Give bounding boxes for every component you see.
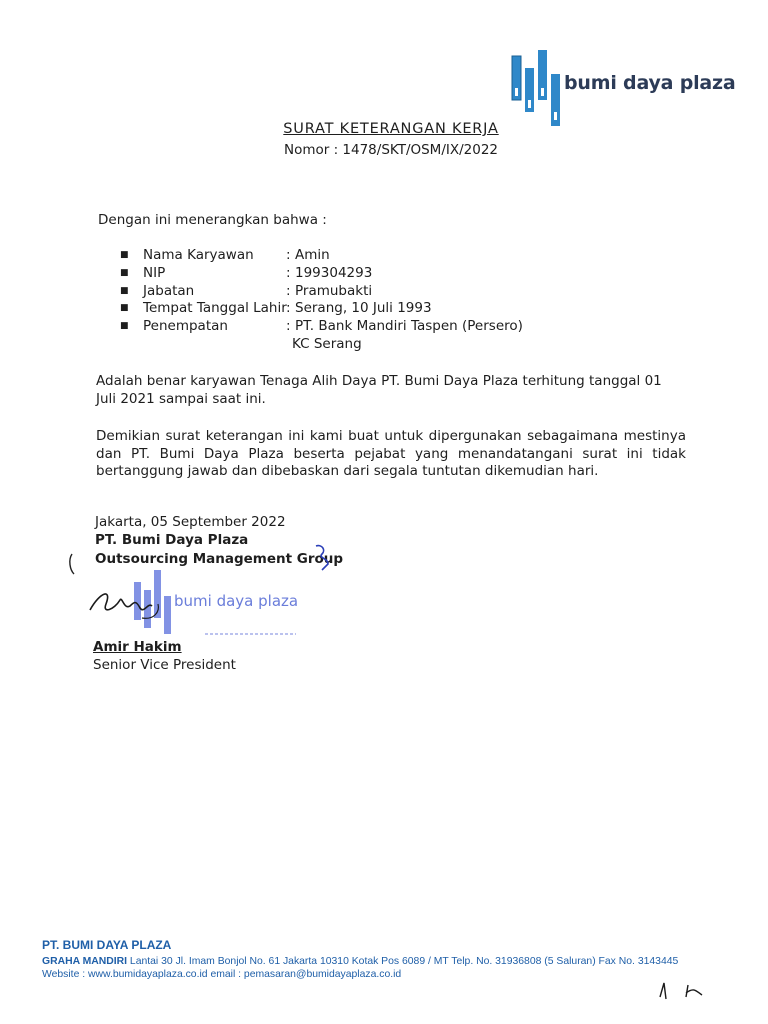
body-paragraph-1: Adalah benar karyawan Tenaga Alih Daya PT. Bumi Daya Plaza terhitung tanggal 01 Juli 2021 sampai saat ini.	[96, 373, 662, 407]
field-value: 199304293	[295, 264, 373, 281]
body-paragraph-2: Demikian surat keterangan ini kami buat untuk dipergunakan sebagaimana mestinya dan PT. Bumi Daya Plaza beserta pejabat yang menandatangani surat ini tidak bertanggung jawab dan dibebaskan dari segala tuntutan dikemudian hari.	[96, 428, 686, 479]
employee-fields	[120, 247, 640, 354]
footer-address-building: GRAHA MANDIRI	[42, 956, 128, 967]
placement-continuation: KC Serang	[292, 335, 362, 352]
stamp-text: bumi daya plaza	[174, 592, 299, 610]
bullet-icon: ■	[120, 321, 129, 332]
logo-mark-icon	[510, 44, 566, 128]
paraf-initials-icon	[650, 975, 720, 1005]
footer-address-detail: Lantai 30 Jl. Imam Bonjol No. 61 Jakarta 10310 Kotak Pos 6089 / MT Telp. No. 31936808 (5 Saluran) Fax No. 3143445	[127, 956, 679, 967]
field-label: Nama Karyawan	[143, 247, 254, 263]
field-label: NIP	[143, 264, 166, 281]
place-date: Jakarta, 05 September 2022	[95, 514, 286, 530]
signer-title: Senior Vice President	[93, 657, 236, 673]
field-value: Serang, 10 Juli 1993	[295, 300, 432, 317]
field-value: Pramubakti	[295, 282, 373, 299]
footer-contact: Website : www.bumidayaplaza.co.id email : pemasaran@bumidayaplaza.co.id	[42, 969, 402, 980]
field-row-placement: ■ Penempatan : PT. Bank Mandiri Taspen (Persero)	[120, 318, 523, 335]
intro-text: Dengan ini menerangkan bahwa :	[98, 212, 327, 228]
bullet-icon: ■	[120, 285, 129, 296]
letter-title: SURAT KETERANGAN KERJA	[283, 121, 499, 137]
company-logo	[510, 44, 740, 128]
signatory-group: Outsourcing Management Group	[95, 551, 344, 567]
field-row-birth: ■ Tempat Tanggal Lahir : Serang, 10 Juli 1993	[120, 300, 432, 317]
signature-stamp-icon	[60, 540, 380, 650]
field-value: PT. Bank Mandiri Taspen (Persero)	[295, 318, 523, 335]
bullet-icon: ■	[120, 303, 129, 314]
letter-number: Nomor : 1478/SKT/OSM/IX/2022	[283, 142, 499, 158]
logo-text: bumi daya plaza	[564, 72, 736, 94]
footer-company: PT. BUMI DAYA PLAZA	[42, 938, 172, 952]
field-row-name: ■ Nama Karyawan : Amin	[120, 247, 330, 263]
field-label: Jabatan	[143, 282, 195, 299]
footer-address	[42, 956, 678, 967]
field-label: Penempatan	[143, 318, 228, 335]
signature-stamp	[60, 540, 380, 650]
field-value: Amin	[295, 247, 330, 263]
bullet-icon: ■	[120, 250, 129, 260]
field-row-nip: ■ NIP : 199304293	[120, 264, 373, 281]
signer-name: Amir Hakim	[93, 639, 182, 655]
field-row-position: ■ Jabatan : Pramubakti	[120, 282, 373, 299]
field-label: Tempat Tanggal Lahir	[143, 300, 287, 317]
signatory-company: PT. Bumi Daya Plaza	[95, 532, 249, 548]
bullet-icon: ■	[120, 267, 129, 278]
